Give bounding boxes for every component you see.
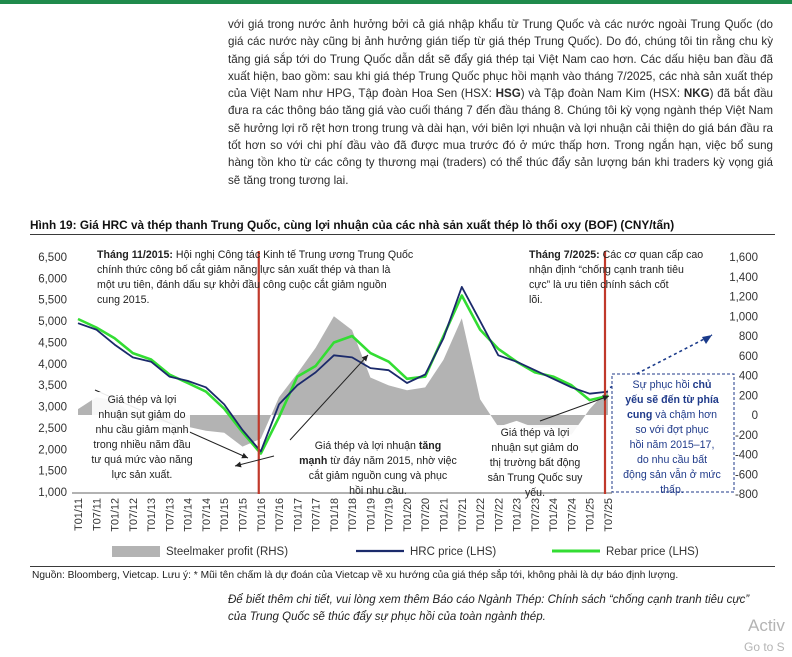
y-left-tick-label: 3,500	[38, 380, 67, 393]
annotation-jul-2025: Tháng 7/2025: Các cơ quan cấp cao nhận định “chống cạnh tranh tiêu cực” là ưu tiên chính sách cốt lõi.	[529, 249, 704, 306]
x-tick-label: T01/11	[73, 498, 85, 531]
x-tick-label: T01/16	[255, 498, 268, 532]
steel-price-chart	[0, 238, 792, 566]
y-right-tick-label: 400	[738, 370, 758, 383]
y-right-tick-label: -600	[734, 469, 758, 482]
annotation-forecast: Sự phục hồi chủ yếu sẽ đến từ phía cung và chậm hơn so với đợt phục hồi năm 2015–17, do nhu cầu bất động sản vẫn ở mức thấp.	[623, 379, 721, 496]
ticker-nkg: NKG	[683, 87, 710, 101]
annotation-rise-2016: Giá thép và lợi nhuận tăng mạnh từ đáy năm 2015, nhờ việc cắt giảm nguồn cung và phục hồi nhu cầu.	[299, 440, 457, 497]
ticker-hsg: HSG	[495, 87, 521, 101]
annotation-decline-2011: Giá thép và lợi nhuận sụt giảm do nhu cầu giảm mạnh trong nhiều năm đầu tư quá mức vào năng lực sản xuất.	[91, 394, 193, 481]
paragraph-text-3: ) đã bắt đầu đưa ra các thông báo tăng giá vào cuối tháng 7 đến đầu tháng 8. Chúng tôi kỳ vọng ngành thép Việt Nam sẽ hưởng lợi rõ rệt hơn trong trung và dài hạn, với biên lợi nhuận và lợi nhuận cải thiện do giá bán đầu ra tốt hơn so với chi phí đầu vào đã được mua trước đó ở mức thấp hơn. Trong ngắn hạn, việc bổ sung hàng tồn kho từ các công ty thương mại (traders) có thể thúc đẩy sản lượng bán khi traders kỳ vọng giá sẽ tăng trong tương lai.	[228, 87, 774, 187]
x-tick-label: T01/14	[182, 498, 195, 532]
legend-label-rebar: Rebar price (LHS)	[606, 546, 699, 558]
y-left-tick-label: 4,500	[38, 337, 67, 350]
top-accent-bar	[0, 0, 792, 4]
y-right-tick-label: 0	[751, 410, 758, 422]
y-left-tick-label: 6,000	[38, 273, 67, 286]
footnote: Để biết thêm chi tiết, vui lòng xem thêm Báo cáo Ngành Thép: Chính sách “chống cạnh tranh tiêu cực” của Trung Quốc sẽ thúc đẩy sự phục hồi của toàn ngành thép.	[228, 594, 750, 623]
x-tick-label: T07/19	[383, 498, 396, 532]
x-tick-label: T07/24	[566, 498, 579, 532]
x-tick-label: T07/25	[603, 498, 615, 532]
y-right-tick-label: 1,600	[729, 252, 758, 264]
x-tick-label: T01/12	[109, 498, 122, 532]
x-tick-label: T07/23	[529, 498, 542, 532]
x-tick-label: T01/24	[548, 498, 561, 532]
source-divider	[30, 566, 775, 567]
title-divider	[30, 234, 775, 235]
x-tick-label: T01/17	[292, 498, 305, 532]
x-tick-label: T07/20	[420, 498, 433, 532]
annotation-nov-2015: Tháng 11/2015: Hội nghị Công tác Kinh tế Trung ương Trung Quốc chính thức công bố cắt giảm năng lực sản xuất thép và than là một ưu tiên, đánh dấu sự khởi đầu công cuộc cắt giảm nguồn cung 2015.	[97, 249, 414, 306]
x-tick-label: T07/18	[347, 498, 360, 532]
x-tick-label: T01/23	[511, 498, 524, 532]
x-tick-label: T01/19	[365, 498, 378, 532]
watermark-goto: Go to S	[744, 640, 785, 654]
y-left-tick-label: 6,500	[38, 252, 67, 264]
x-tick-label: T01/15	[219, 498, 232, 532]
x-tick-label: T07/14	[200, 498, 213, 532]
x-tick-label: T07/22	[493, 498, 506, 532]
y-left-tick-label: 2,000	[38, 444, 67, 457]
y-right-tick-label: 800	[738, 331, 758, 343]
x-tick-label: T01/25	[584, 498, 597, 532]
source-note: Nguồn: Bloomberg, Vietcap. Lưu ý: * Mũi tên chấm là dự đoán của Vietcap về xu hướng của giá thép sắp tới, không phải là dự báo định lượng.	[32, 570, 679, 581]
x-tick-label: T01/18	[328, 498, 341, 532]
y-left-tick-label: 5,500	[38, 294, 67, 307]
watermark-activate: Activ	[748, 616, 785, 635]
legend-label-hrc: HRC price (LHS)	[410, 546, 497, 558]
y-left-tick-label: 2,500	[38, 422, 67, 435]
legend-label-profit: Steelmaker profit (RHS)	[166, 546, 289, 558]
x-tick-label: T07/16	[274, 498, 287, 532]
x-tick-label: T07/11	[91, 498, 104, 531]
y-left-tick-label: 5,000	[38, 316, 67, 329]
x-tick-label: T07/12	[127, 498, 140, 532]
annotation-arrow	[235, 456, 274, 466]
y-right-tick-label: 1,200	[729, 291, 758, 304]
legend-swatch-profit	[112, 546, 160, 557]
y-right-tick-label: 1,000	[729, 311, 758, 324]
paragraph-text-1: với giá trong nước ảnh hưởng bởi cả giá nhập khẩu từ Trung Quốc và các nước ngoài Trung Quốc (do giá các nước này cũng bị ảnh hưởng gián tiếp từ giá thép Trung Quốc). Do đó, chúng tôi tin rằng chu kỳ tăng giá sắp tới do Trung Quốc dẫn dắt sẽ đẩy giá thép tại Việt Nam cao hơn. Các dấu hiệu ban đầu đã xuất hiện, bao gồm: sau khi giá thép Trung Quốc phục hồi mạnh vào tháng 7/2025, các nhà sản xuất thép của Việt Nam như HPG, Tập đoàn Hoa Sen (HSX:	[228, 18, 773, 101]
x-tick-label: T01/20	[401, 498, 414, 532]
body-paragraph	[228, 16, 773, 189]
forecast-arrow-head	[702, 335, 712, 344]
y-left-tick-label: 1,500	[38, 465, 67, 478]
x-tick-label: T07/21	[456, 498, 469, 532]
y-right-tick-label: 1,400	[729, 271, 758, 284]
figure-title: Hình 19: Giá HRC và thép thanh Trung Quốc, cùng lợi nhuận của các nhà sản xuất thép lò thổi oxy (BOF) (CNY/tấn)	[30, 218, 675, 232]
y-right-tick-label: 600	[738, 350, 758, 363]
y-right-tick-label: -400	[734, 449, 758, 462]
y-right-tick-label: 200	[738, 390, 758, 403]
y-left-tick-label: 3,000	[38, 401, 67, 414]
y-right-tick-label: -200	[734, 429, 758, 442]
y-right-tick-label: -800	[734, 489, 758, 501]
x-tick-label: T01/22	[475, 498, 488, 532]
x-tick-label: T07/13	[164, 498, 177, 532]
x-tick-label: T01/13	[146, 498, 159, 532]
y-left-tick-label: 4,000	[38, 358, 67, 371]
paragraph-text-2: ) và Tập đoàn Nam Kim (HSX:	[520, 87, 684, 101]
y-left-tick-label: 1,000	[38, 487, 67, 499]
x-tick-label: T07/17	[310, 498, 323, 532]
annotation-arrow-head	[235, 462, 242, 468]
x-tick-label: T01/21	[438, 498, 451, 532]
x-tick-label: T07/15	[237, 498, 250, 532]
annotation-decline-2022: Giá thép và lợi nhuận sụt giảm do thị trường bất động sản Trung Quốc suy yếu.	[487, 427, 583, 499]
